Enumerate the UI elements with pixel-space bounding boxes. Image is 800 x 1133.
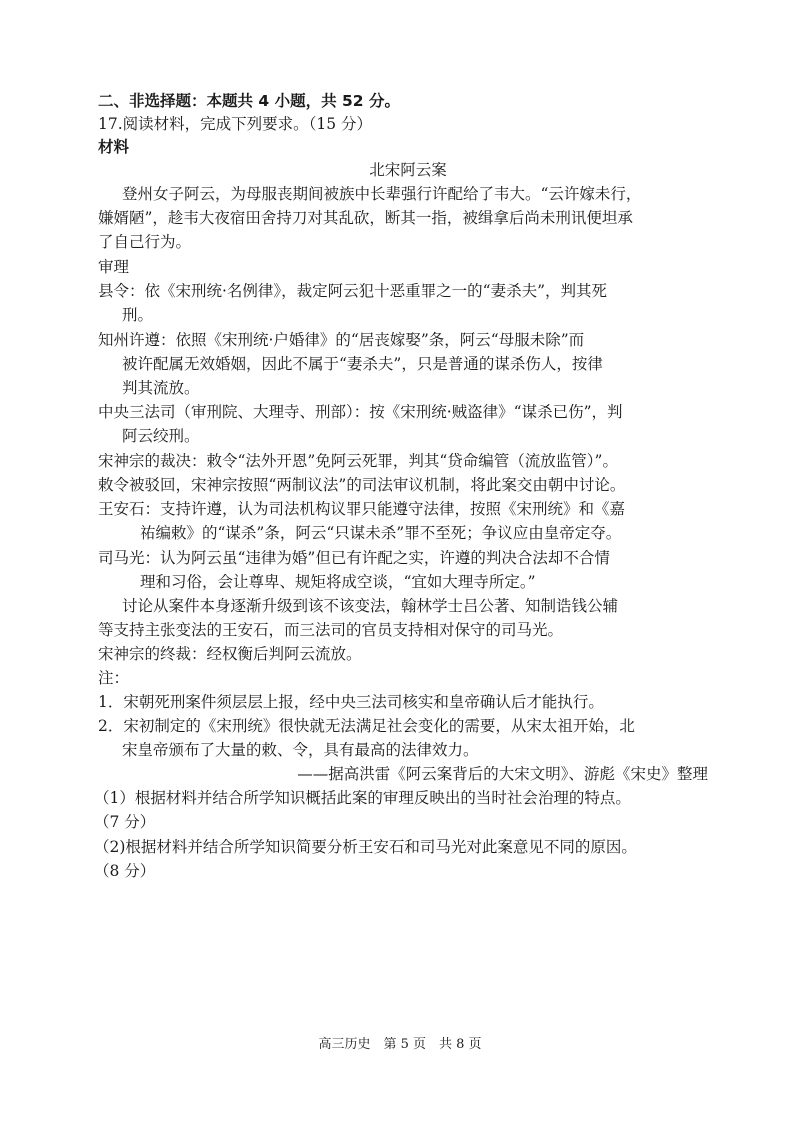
question-intro: 17.阅读材料，完成下列要求。（15 分）	[98, 115, 373, 133]
source-citation: ——据高洪雷《阿云案背后的大宋文明》、游彪《宋史》整理	[297, 765, 708, 783]
emperor-ruling: 宋神宗的裁决：敕令“法外开恩”免阿云死罪，判其“贷命编管（流放监管）”。	[98, 452, 618, 470]
wang-anshi-line: 王安石：支持许遵，认为司法机构议罪只能遵守法律，按照《宋刑统》和《嘉	[98, 500, 626, 518]
case-paragraph-line: 登州女子阿云，为母服丧期间被族中长辈强行许配给了韦大。“云许嫁未行，	[122, 185, 642, 203]
edict-rejected: 敕令被驳回，宋神宗按照“两制议法”的司法审议机制，将此案交由朝中讨论。	[98, 476, 626, 494]
discussion-line: 等支持主张变法的王安石，而三法司的官员支持相对保守的司马光。	[98, 621, 564, 639]
wang-anshi-line: 祐编敕》的“谋杀”条，阿云“只谋未杀”罪不至死；争议应由皇帝定夺。	[140, 524, 622, 542]
prefect-line: 判其流放。	[122, 379, 200, 397]
sima-guang-line: 司马光：认为阿云虽“违律为婚”但已有许配之实，许遵的判决合法却不合情	[98, 549, 610, 567]
discussion-line: 讨论从案件本身逐渐升级到该不该变法，翰林学士吕公著、知制诰钱公辅	[122, 597, 619, 615]
county-magistrate-line: 县令：依《宋刑统·名例律》，裁定阿云犯十恶重罪之一的“妻杀夫”，判其死	[98, 282, 608, 300]
three-courts-line: 阿云绞刑。	[122, 427, 200, 445]
final-ruling: 宋神宗的终裁：经权衡后判阿云流放。	[98, 645, 362, 663]
question-2-line: （2)根据材料并结合所学知识简要分析王安石和司马光对此案意见不同的原因。	[94, 838, 637, 856]
section-heading: 二、非选择题：本题共 4 小题，共 52 分。	[98, 92, 400, 110]
note-1: 1．宋朝死刑案件须层层上报，经中央三法司核实和皇帝确认后才能执行。	[98, 693, 604, 711]
page-footer: 高三历史 第 5 页 共 8 页	[318, 1037, 482, 1052]
notes-label: 注：	[98, 669, 130, 687]
three-courts-line: 中央三法司（审刑院、大理寺、刑部）：按《宋刑统·贼盗律》“谋杀已伤”，判	[98, 403, 623, 421]
prefect-line: 知州许遵：依照《宋刑统·户婚律》的“居丧嫁娶”条，阿云“母服未除”而	[98, 331, 585, 349]
prefect-line: 被许配属无效婚姻，因此不属于“妻杀夫”，只是普通的谋杀伤人，按律	[122, 355, 603, 373]
note-2-line: 宋皇帝颁布了大量的敕、令，具有最高的法律效力。	[122, 741, 479, 759]
question-2-line: （8 分）	[94, 862, 156, 880]
question-1-line: （1）根据材料并结合所学知识概括此案的审理反映出的当时社会治理的特点。	[94, 789, 631, 807]
note-2-line: 2．宋初制定的《宋刑统》很快就无法满足社会变化的需要，从宋太祖开始，北	[98, 717, 635, 735]
county-magistrate-line: 刑。	[122, 306, 154, 324]
case-title: 北宋阿云案	[369, 161, 447, 179]
sima-guang-line: 理和习俗，会让尊卑、规矩将成空谈，“宜如大理寺所定。”	[140, 573, 536, 591]
review-label: 审理	[98, 258, 130, 276]
material-label: 材料	[98, 138, 130, 156]
case-paragraph-line: 了自己行为。	[98, 233, 192, 251]
question-1-line: （7 分）	[94, 813, 156, 831]
case-paragraph-line: 嫌婿陋”，趁韦大夜宿田舍持刀对其乱砍，断其一指，被缉拿后尚未刑讯便坦承	[98, 209, 633, 227]
